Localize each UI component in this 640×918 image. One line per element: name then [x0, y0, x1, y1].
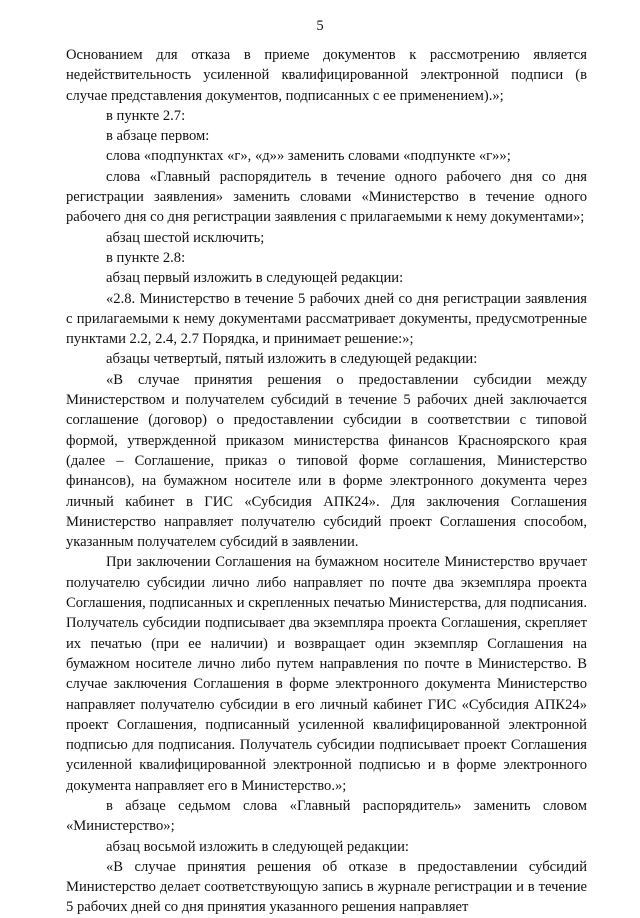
paragraph: слова «подпунктах «г», «д»» заменить словами «подпункте «г»»; — [106, 148, 511, 165]
page-number: 5 — [316, 18, 324, 34]
paragraph: в абзаце первом: — [106, 128, 210, 145]
paragraph: «2.8. Министерство в течение 5 рабочих дней со дня регистрации заявления с прилагаемыми к нему документами рассматривает документы, предусмотренные пунктами 2.2, 2.4, 2.7 Порядка, и принимает решение:»; — [66, 290, 587, 348]
paragraph: в пункте 2.8: — [106, 249, 186, 266]
paragraph: абзац первый изложить в следующей редакции: — [106, 270, 404, 287]
paragraph: в пункте 2.7: — [106, 107, 186, 124]
paragraph: абзацы четвертый, пятый изложить в следующей редакции: — [106, 351, 478, 368]
document-body — [66, 45, 587, 918]
paragraph: слова «Главный распорядитель в течение одного рабочего дня со дня регистрации заявления» заменить словами «Министерство в течение одного рабочего дня со дня регистрации заявления с прилагаемыми к нему документами»; — [66, 168, 587, 226]
paragraph: абзац шестой исключить; — [106, 229, 265, 246]
paragraph: При заключении Соглашения на бумажном носителе Министерство вручает получателю субсидии лично либо направляет по почте два экземпляра проекта Соглашения, подписанных и скрепленных печатью Министерства, для подписания. Получатель субсидии подписывает два экземпляра проекта Соглашения, скрепляет их печатью (при ее наличии) и возвращает один экземпляр Соглашения на бумажном носителе лично либо путем направления по почте в Министерство. В случае заключения Соглашения в форме электронного документа Министерство направляет получателю субсидии в его личный кабинет ГИС «Субсидия АПК24» проект Соглашения, подписанный усиленной квалифицированной электронной подписью для подписания. Получатель субсидии подписывает проект Соглашения усиленной квалифицированной электронной подписью и в форме электронного документа направляет его в Министерство.»; — [66, 554, 587, 794]
paragraph: Основанием для отказа в приеме документов к рассмотрению является недействительность усиленной квалифицированной электронной подписи (в случае представления документов, подписанных с ее применением).»; — [66, 47, 587, 104]
paragraph: «В случае принятия решения о предоставлении субсидии между Министерством и получателем субсидий в течение 5 рабочих дней заключается соглашение (договор) о предоставлении субсидии в соответствии с типовой формой, утвержденной приказом министерства финансов Красноярского края (далее – Соглашение, приказ о типовой форме соглашения, Министерство финансов), на бумажном носителе или в форме электронного документа через личный кабинет в ГИС «Субсидия АПК24». Для заключения Соглашения Министерство направляет получателю субсидий проект Соглашения способом, указанным получателем субсидий в заявлении. — [66, 371, 587, 551]
paragraph: абзац восьмой изложить в следующей редакции: — [106, 838, 409, 855]
paragraph: «В случае принятия решения об отказе в предоставлении субсидий Министерство делает соответствующую запись в журнале регистрации и в течение 5 рабочих дней со дня принятия указанного решения направляет — [66, 858, 587, 916]
paragraph: в абзаце седьмом слова «Главный распорядитель» заменить словом «Министерство»; — [66, 797, 587, 835]
